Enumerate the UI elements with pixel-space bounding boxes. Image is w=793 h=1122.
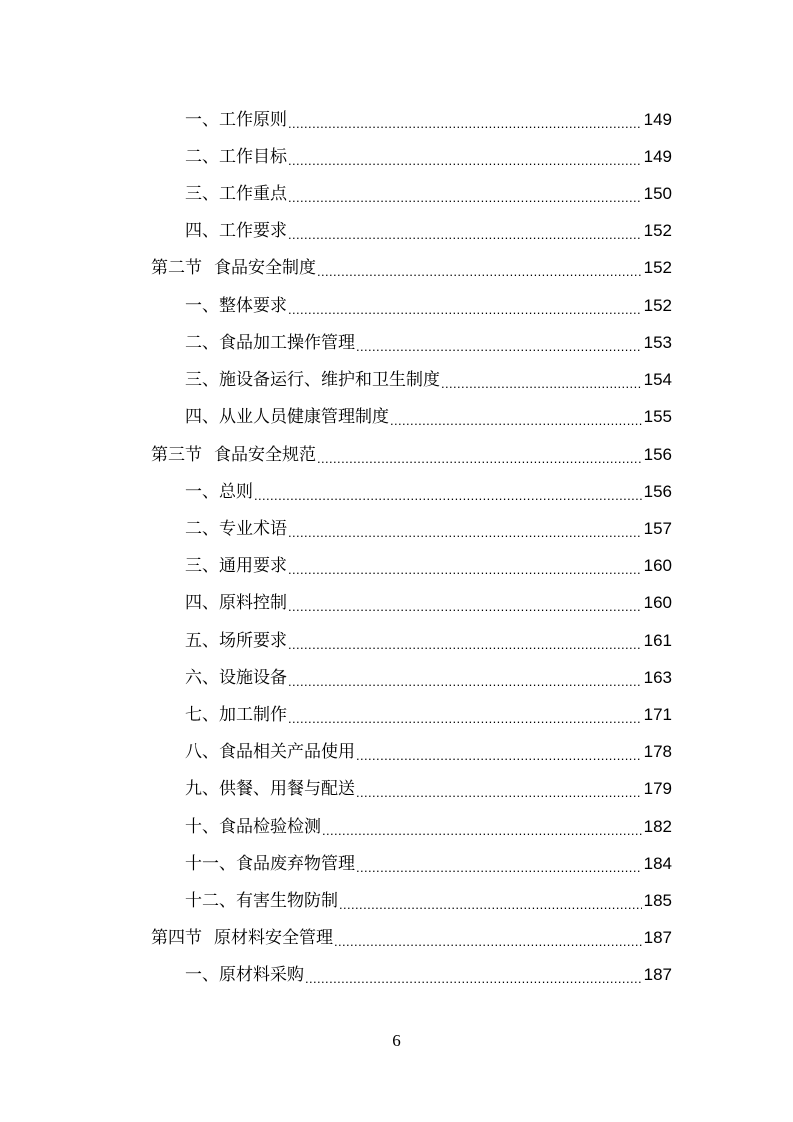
toc-entry-page: 157 [643, 519, 672, 538]
toc-entry[interactable] [185, 144, 672, 170]
dot-leader [288, 590, 642, 616]
toc-entry-page: 161 [643, 631, 672, 650]
toc-entry-page: 154 [643, 370, 672, 389]
toc-entry-page: 152 [643, 258, 672, 277]
dot-leader [317, 255, 642, 281]
toc-entry[interactable] [185, 181, 672, 207]
dot-leader [288, 665, 642, 691]
toc-entry-page: 150 [643, 184, 672, 203]
toc-entry-page: 152 [643, 296, 672, 315]
toc-entry-page: 155 [643, 407, 672, 426]
dot-leader [305, 962, 642, 988]
toc-entry-page: 187 [643, 965, 672, 984]
toc-entry[interactable] [185, 367, 672, 393]
toc-entry-page: 184 [643, 854, 672, 873]
toc-entry-page: 182 [643, 817, 672, 836]
toc-entry[interactable] [185, 888, 672, 914]
toc-entry-label: 二、专业术语 [185, 519, 287, 539]
toc-entry[interactable] [185, 553, 672, 579]
toc-entry-label: 五、场所要求 [185, 631, 287, 651]
toc-entry[interactable] [185, 776, 672, 802]
toc-entry[interactable] [185, 404, 672, 430]
section-title: 食品安全规范 [214, 445, 316, 465]
toc-section-entry[interactable] [151, 442, 672, 468]
toc-section-entry[interactable] [151, 255, 672, 281]
dot-leader [288, 553, 642, 579]
toc-entry[interactable] [185, 479, 672, 505]
dot-leader [322, 814, 642, 840]
dot-leader [356, 776, 642, 802]
dot-leader [390, 404, 642, 430]
toc-entry-label: 四、原料控制 [185, 593, 287, 613]
toc-entry-page: 160 [643, 593, 672, 612]
toc-entry-page: 156 [643, 445, 672, 464]
dot-leader [339, 888, 642, 914]
dot-leader [441, 367, 642, 393]
dot-leader [288, 144, 642, 170]
toc-entry[interactable] [185, 628, 672, 654]
section-number: 第三节 [151, 445, 202, 465]
toc-entry-page: 171 [643, 705, 672, 724]
dot-leader [288, 181, 642, 207]
toc-entry-label [151, 925, 334, 951]
toc-entry-page: 153 [643, 333, 672, 352]
dot-leader [254, 479, 642, 505]
dot-leader [288, 516, 642, 542]
toc-entry-page: 152 [643, 221, 672, 240]
toc-entry-page: 149 [643, 147, 672, 166]
toc-entry-page: 187 [643, 928, 672, 947]
toc-entry-label [151, 255, 317, 281]
toc-entry-page: 178 [643, 742, 672, 761]
toc-entry-label: 十一、食品废弃物管理 [185, 854, 355, 874]
toc-entry-page: 160 [643, 556, 672, 575]
dot-leader [334, 925, 642, 951]
toc-entry[interactable] [185, 107, 672, 133]
dot-leader [356, 330, 642, 356]
dot-leader [288, 628, 642, 654]
toc-entry-label: 十二、有害生物防制 [185, 891, 338, 911]
section-title: 原材料安全管理 [214, 928, 333, 948]
toc-entry-label: 六、设施设备 [185, 668, 287, 688]
toc-entry[interactable] [185, 665, 672, 691]
toc-entry-label: 一、整体要求 [185, 296, 287, 316]
toc-entry-label: 十、食品检验检测 [185, 817, 321, 837]
section-number: 第二节 [151, 258, 202, 278]
toc-entry-label: 九、供餐、用餐与配送 [185, 779, 355, 799]
toc-entry-page: 179 [643, 779, 672, 798]
toc-entry-label: 二、食品加工操作管理 [185, 333, 355, 353]
page-number: 6 [392, 1031, 401, 1050]
toc-entry-page: 156 [643, 482, 672, 501]
toc-entry[interactable] [185, 516, 672, 542]
toc-entry[interactable] [185, 851, 672, 877]
toc-entry[interactable] [185, 590, 672, 616]
toc-entry-label: 一、总则 [185, 482, 253, 502]
toc-entry-label: 七、加工制作 [185, 705, 287, 725]
toc-entry-label: 四、从业人员健康管理制度 [185, 407, 389, 427]
dot-leader [288, 702, 642, 728]
toc-entry-label: 一、工作原则 [185, 110, 287, 130]
toc-entry[interactable] [185, 962, 672, 988]
dot-leader [288, 107, 642, 133]
toc-entry[interactable] [185, 702, 672, 728]
dot-leader [288, 218, 642, 244]
toc-entry-label [151, 442, 317, 468]
toc-entry-label: 一、原材料采购 [185, 965, 304, 985]
dot-leader [317, 442, 642, 468]
section-number: 第四节 [151, 928, 202, 948]
toc-entry[interactable] [185, 739, 672, 765]
toc-entry-label: 三、通用要求 [185, 556, 287, 576]
toc-entry-label: 三、工作重点 [185, 184, 287, 204]
toc-entry-label: 四、工作要求 [185, 221, 287, 241]
toc-entry[interactable] [185, 814, 672, 840]
dot-leader [356, 739, 642, 765]
section-title: 食品安全制度 [214, 258, 316, 278]
toc-entry-label: 二、工作目标 [185, 147, 287, 167]
toc-entry-page: 149 [643, 110, 672, 129]
toc-section-entry[interactable] [151, 925, 672, 951]
toc-entry-page: 163 [643, 668, 672, 687]
toc-entry-label: 八、食品相关产品使用 [185, 742, 355, 762]
toc-entry[interactable] [185, 330, 672, 356]
dot-leader [288, 293, 642, 319]
toc-entry[interactable] [185, 293, 672, 319]
toc-entry-label: 三、施设备运行、维护和卫生制度 [185, 370, 440, 390]
toc-entry-page: 185 [643, 891, 672, 910]
toc-entry[interactable] [185, 218, 672, 244]
dot-leader [356, 851, 642, 877]
